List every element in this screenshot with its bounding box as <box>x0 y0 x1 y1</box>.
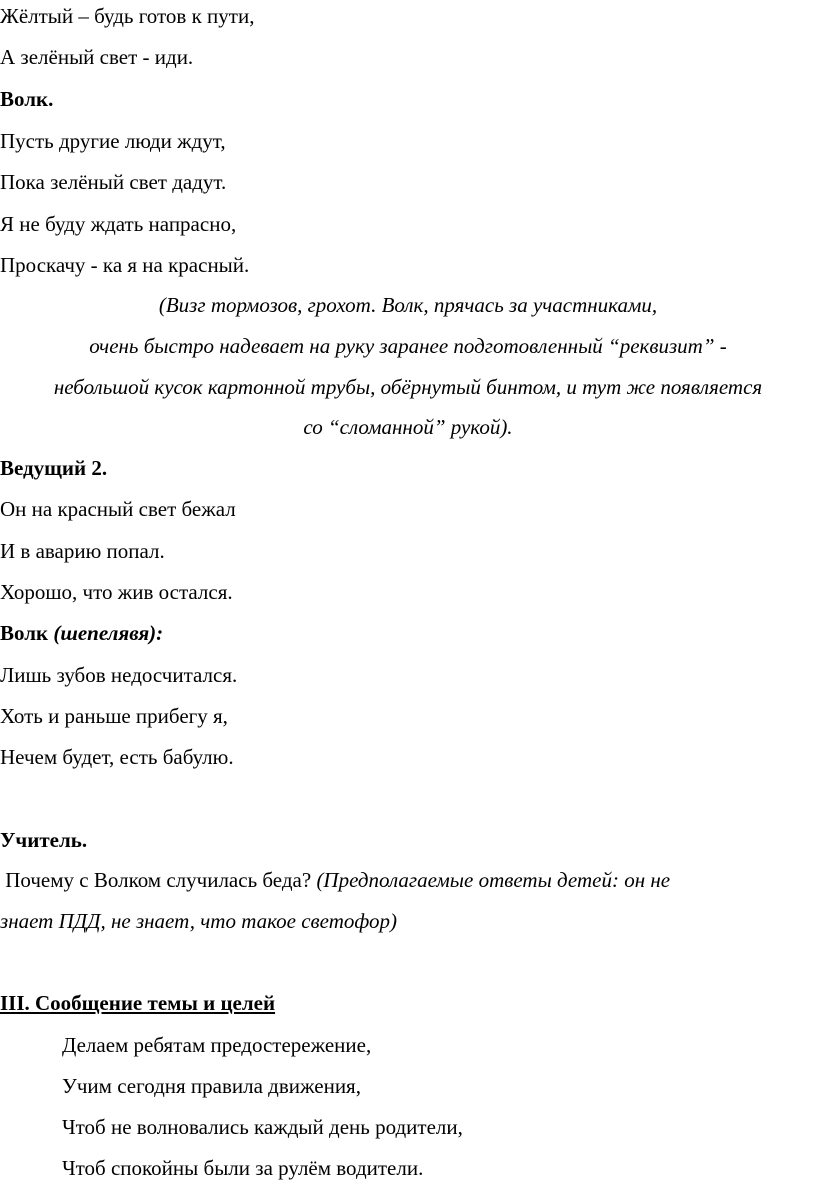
speaker-note: (шепелявя): <box>53 621 164 645</box>
poem-line: Жёлтый – будь готов к пути, <box>0 4 255 28</box>
poem-line: Чтоб спокойны были за рулём водители. <box>62 1156 424 1180</box>
speaker-wolf-2 <box>0 620 816 646</box>
poem-line: Проскачу - ка я на красный. <box>0 253 250 277</box>
stage-direction-line: со “сломанной” рукой). <box>303 415 513 439</box>
stage-direction-line: небольшой кусок картонной трубы, обёрнутый бинтом, и тут же появляется <box>53 375 763 399</box>
speaker-wolf: Волк. <box>0 87 54 111</box>
teacher-question: Почему с Волком случилась беда? <box>0 868 312 892</box>
poem-line: Пока зелёный свет дадут. <box>0 170 227 194</box>
poem-line: И в аварию попал. <box>0 539 165 563</box>
poem-line: А зелёный свет - иди. <box>0 45 194 69</box>
teacher-question-line <box>0 867 816 893</box>
poem-line: Учим сегодня правила движения, <box>62 1074 361 1098</box>
section-heading: III. Сообщение темы и целей <box>0 991 276 1015</box>
speaker-host-2: Ведущий 2. <box>0 456 108 480</box>
poem-line: Я не буду ждать напрасно, <box>0 212 237 236</box>
poem-line: Пусть другие люди ждут, <box>0 129 226 153</box>
speaker-teacher: Учитель. <box>0 828 88 852</box>
teacher-note: (Предполагаемые ответы детей: он не <box>316 868 671 892</box>
poem-line: Он на красный свет бежал <box>0 497 236 521</box>
poem-line: Хорошо, что жив остался. <box>0 580 233 604</box>
poem-line: Чтоб не волновались каждый день родители, <box>62 1115 463 1139</box>
stage-direction-line: очень быстро надевает на руку заранее подготовленный “реквизит” - <box>89 334 727 358</box>
poem-line: Хоть и раньше прибегу я, <box>0 704 228 728</box>
teacher-note-continued: знает ПДД, не знает, что такое светофор) <box>0 909 398 933</box>
poem-line: Лишь зубов недосчитался. <box>0 663 238 687</box>
speaker-name: Волк <box>0 621 49 645</box>
poem-line: Нечем будет, есть бабулю. <box>0 745 234 769</box>
stage-direction-line: (Визг тормозов, грохот. Волк, прячась за участниками, <box>158 293 658 317</box>
poem-line: Делаем ребятам предостережение, <box>62 1033 372 1057</box>
